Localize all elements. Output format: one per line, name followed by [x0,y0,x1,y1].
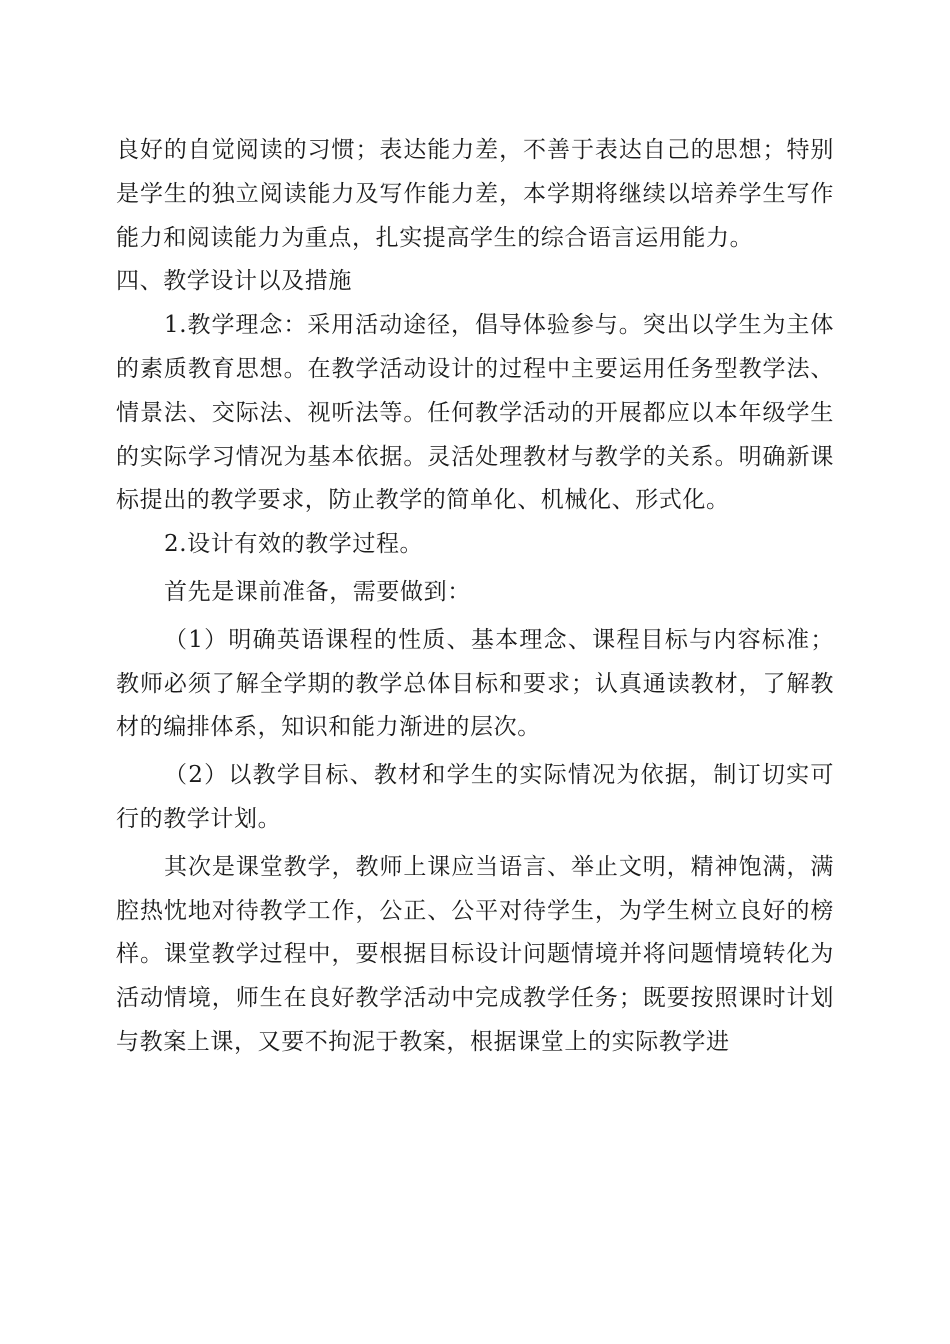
paragraph-classroom-teaching: 其次是课堂教学，教师上课应当语言、举止文明，精神饱满，满腔热忱地对待教学工作，公正、公平对待学生，为学生树立良好的榜样。课堂教学过程中，要根据目标设计问题情境并将问题情境转化为活动情境，师生在良好教学活动中完成教学任务；既要按照课时计划与教案上课，又要不拘泥于教案，根据课堂上的实际教学进 [116,853,834,1055]
section-heading-teaching-design: 四、教学设计以及措施 [116,268,352,295]
paragraph-teaching-philosophy: 1.教学理念：采用活动途径，倡导体验参与。突出以学生为主体的素质教育思想。在教学活动设计的过程中主要运用任务型教学法、情景法、交际法、视听法等。任何教学活动的开展都应以本年级学生的实际学习情况为基本依据。灵活处理教材与教学的关系。明确新课标提出的教学要求，防止教学的简单化、机械化、形式化。 [116,312,834,514]
paragraph-item-2: （2）以教学目标、教材和学生的实际情况为依据，制订切实可行的教学计划。 [116,762,834,832]
paragraph-effective-process: 2.设计有效的教学过程。 [164,531,424,558]
paragraph-student-abilities: 良好的自觉阅读的习惯；表达能力差，不善于表达自己的思想；特别是学生的独立阅读能力及写作能力差，本学期将继续以培养学生写作能力和阅读能力为重点，扎实提高学生的综合语言运用能力。 [116,137,834,251]
paragraph-item-1: （1）明确英语课程的性质、基本理念、课程目标与内容标准；教师必须了解全学期的教学总体目标和要求；认真通读教材，了解教材的编排体系，知识和能力渐进的层次。 [116,626,834,741]
paragraph-lesson-preparation: 首先是课前准备，需要做到： [164,578,471,605]
document-page [116,129,834,1065]
